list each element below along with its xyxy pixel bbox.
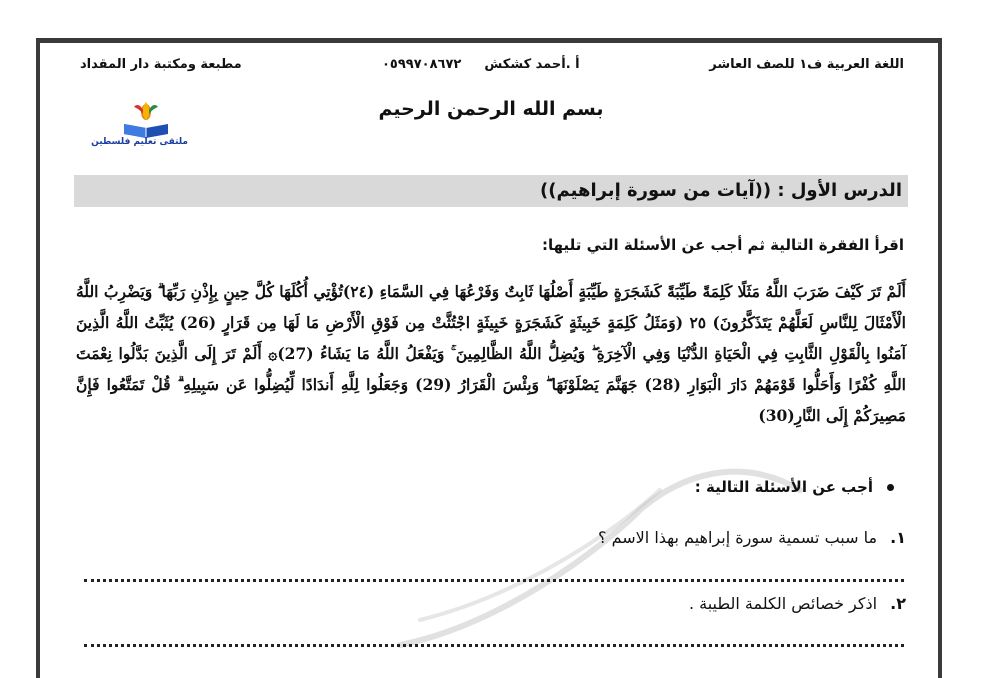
basmala-title: بسم الله الرحمن الرحيم — [378, 98, 604, 120]
question-number: ٢. — [890, 594, 906, 613]
answer-line-2[interactable] — [84, 640, 904, 647]
header-teacher — [382, 57, 580, 72]
reading-instruction: اقرأ الفقرة التالية ثم أجب عن الأسئلة التي تليها: — [541, 236, 904, 254]
lesson-title: الدرس الأول : ((آيات من سورة إبراهيم)) — [540, 180, 902, 201]
logo-caption: ملتقى تعليم فلسطين — [91, 137, 188, 147]
header-printer: مطبعة ومكتبة دار المقداد — [80, 57, 242, 72]
question-text: ما سبب تسمية سورة إبراهيم بهذا الاسم ؟ — [598, 528, 878, 547]
answer-line-1[interactable] — [84, 575, 904, 582]
lesson-title-bar — [74, 175, 908, 207]
answer-heading-text: أجب عن الأسئلة التالية : — [694, 478, 873, 496]
question-number: ١. — [890, 528, 906, 547]
answer-heading — [695, 478, 894, 496]
question-text: اذكر خصائص الكلمة الطيبة . — [688, 594, 878, 613]
header-course: اللغة العربية ف١ للصف العاشر — [709, 57, 904, 72]
teacher-phone: ٠٥٩٩٧٠٨٦٧٢ — [382, 57, 462, 72]
quran-passage: أَلَمْ تَرَ كَيْفَ ضَرَبَ اللَّهُ مَثَلًا كَلِمَةً طَيِّبَةً كَشَجَرَةٍ طَيِّبَةٍ أَصْلُهَا ثَابِتٌ وَفَرْعُهَا فِي السَّمَاءِ (٢٤)تُؤْتِي أُكُلَهَا كُلَّ حِينٍ بِإِذْنِ رَبِّهَا ۗ وَيَضْرِبُ اللَّهُ الْأَمْثَالَ لِلنَّاسِ لَعَلَّهُمْ يَتَذَكَّرُونَ) ٢٥ (وَمَثَلُ كَلِمَةٍ خَبِيثَةٍ كَشَجَرَةٍ خَبِيثَةٍ اجْتُثَّتْ مِن فَوْقِ الْأَرْضِ مَا لَهَا مِن قَرَارٍ (26) يُثَبِّتُ اللَّهُ الَّذِينَ آمَنُوا بِالْقَوْلِ الثَّابِتِ فِي الْحَيَاةِ الدُّنْيَا وَفِي الْآخِرَةِ ۖ وَيُضِلُّ اللَّهُ الظَّالِمِينَ ۚ وَيَفْعَلُ اللَّهُ مَا يَشَاءُ (27)۞ أَلَمْ تَرَ إِلَى الَّذِينَ بَدَّلُوا نِعْمَتَ اللَّهِ كُفْرًا وَأَحَلُّوا قَوْمَهُمْ دَارَ الْبَوَارِ (28) جَهَنَّمَ يَصْلَوْنَهَا ۖ وَبِئْسَ الْقَرَارُ (29) وَجَعَلُوا لِلَّهِ أَندَادًا لِّيُضِلُّوا عَن سَبِيلِهِ ۗ قُلْ تَمَتَّعُوا فَإِنَّ مَصِيرَكُمْ إِلَى النَّارِ(30) — [76, 282, 906, 425]
question-2 — [689, 594, 906, 613]
question-1 — [598, 528, 906, 547]
bullet-icon — [887, 484, 894, 491]
teacher-name: أ .أحمد كشكش — [484, 57, 580, 72]
